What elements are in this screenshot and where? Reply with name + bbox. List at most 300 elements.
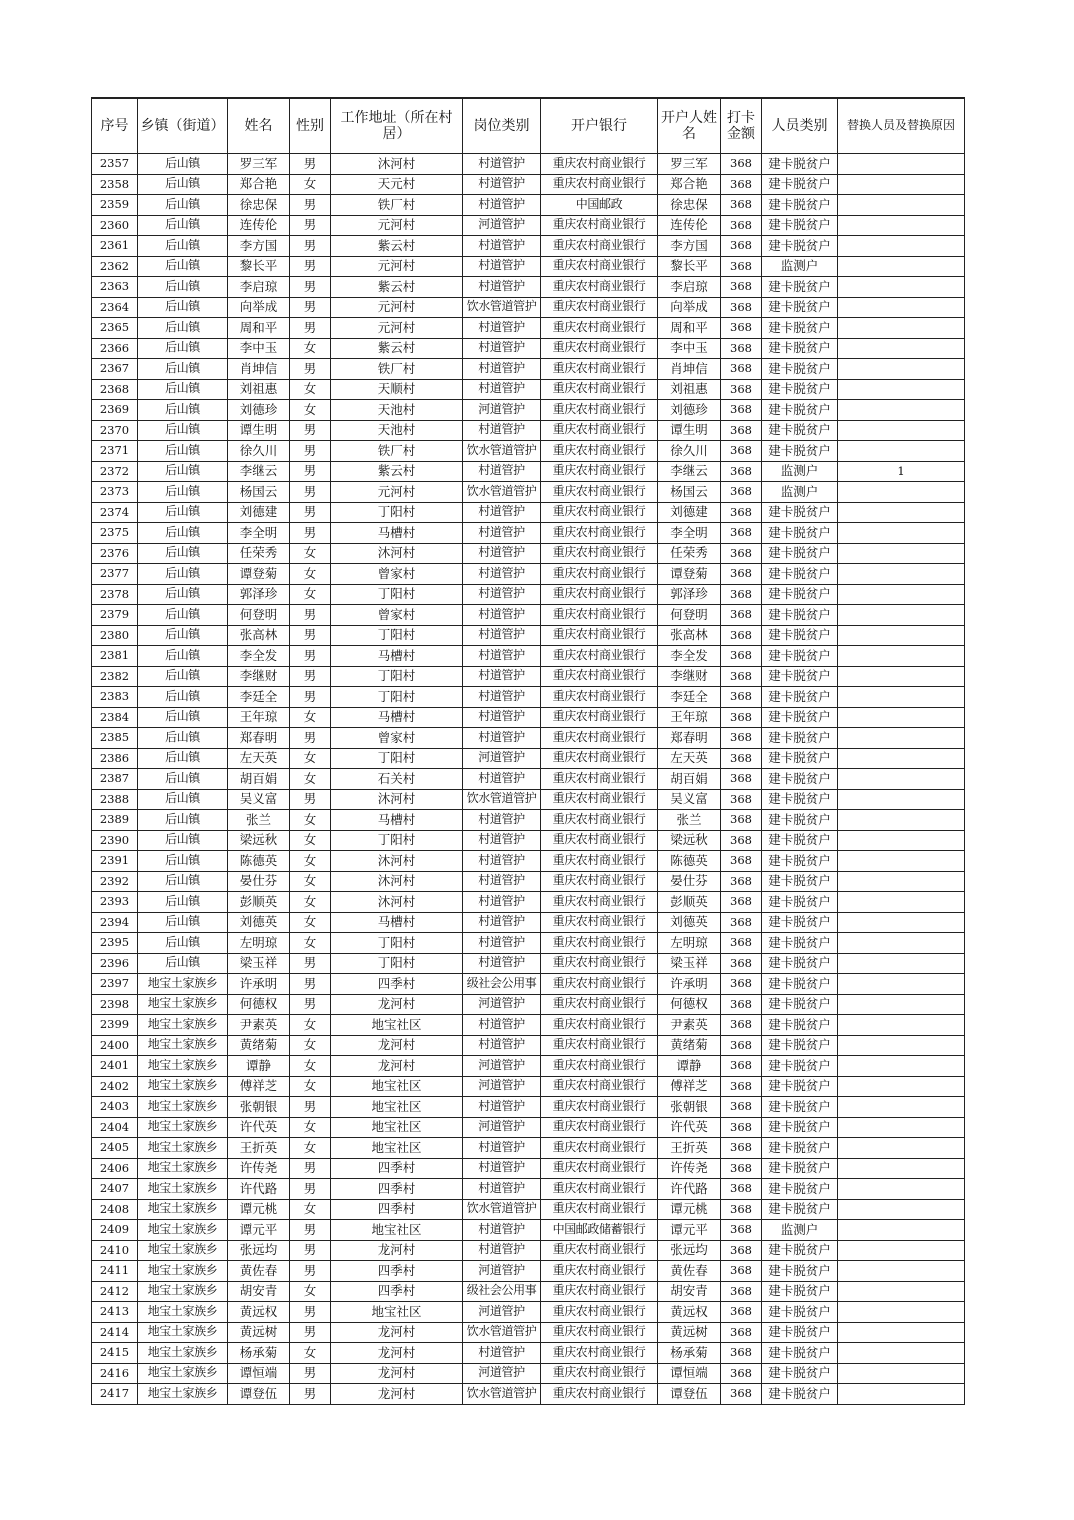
serial-cell: 2376	[92, 543, 138, 564]
amount-cell: 368	[721, 1035, 762, 1056]
holder-cell: 谭登菊	[658, 564, 721, 585]
gender-cell: 女	[290, 871, 331, 892]
bank-cell: 重庆农村商业银行	[541, 687, 658, 708]
post-cell: 饮水管道管护	[463, 482, 541, 503]
serial-cell: 2372	[92, 461, 138, 482]
bank-cell: 重庆农村商业银行	[541, 543, 658, 564]
amount-cell: 368	[721, 1363, 762, 1384]
name-cell: 左明琼	[228, 933, 290, 954]
category-cell: 建卡脱贫户	[762, 297, 838, 318]
township-cell: 后山镇	[138, 871, 228, 892]
amount-cell: 368	[721, 666, 762, 687]
address-cell: 地宝社区	[331, 1138, 463, 1159]
replacement-cell	[838, 215, 965, 236]
replacement-cell	[838, 482, 965, 503]
serial-cell: 2359	[92, 195, 138, 216]
gender-cell: 女	[290, 400, 331, 421]
post-cell: 村道管护	[463, 379, 541, 400]
serial-cell: 2410	[92, 1240, 138, 1261]
township-cell: 地宝土家族乡	[138, 1240, 228, 1261]
serial-cell: 2373	[92, 482, 138, 503]
bank-cell: 重庆农村商业银行	[541, 707, 658, 728]
township-cell: 地宝土家族乡	[138, 1035, 228, 1056]
bank-cell: 重庆农村商业银行	[541, 441, 658, 462]
table-row	[92, 1076, 965, 1097]
holder-cell: 刘德建	[658, 502, 721, 523]
name-cell: 周和平	[228, 318, 290, 339]
gender-cell: 女	[290, 1343, 331, 1364]
serial-cell: 2369	[92, 400, 138, 421]
header-cell: 乡镇（街道）	[138, 98, 228, 154]
township-cell: 后山镇	[138, 830, 228, 851]
name-cell: 王折英	[228, 1138, 290, 1159]
replacement-cell	[838, 400, 965, 421]
post-cell: 村道管护	[463, 338, 541, 359]
serial-cell: 2385	[92, 728, 138, 749]
category-cell: 建卡脱贫户	[762, 1199, 838, 1220]
township-cell: 后山镇	[138, 666, 228, 687]
replacement-cell	[838, 1138, 965, 1159]
table-row	[92, 1056, 965, 1077]
bank-cell: 重庆农村商业银行	[541, 1117, 658, 1138]
replacement-cell	[838, 543, 965, 564]
post-cell: 村道管护	[463, 810, 541, 831]
category-cell: 监测户	[762, 1220, 838, 1241]
serial-cell: 2384	[92, 707, 138, 728]
serial-cell: 2395	[92, 933, 138, 954]
address-cell: 沐河村	[331, 543, 463, 564]
holder-cell: 谭恒端	[658, 1363, 721, 1384]
amount-cell: 368	[721, 1076, 762, 1097]
serial-cell: 2397	[92, 974, 138, 995]
replacement-cell	[838, 154, 965, 175]
address-cell: 丁阳村	[331, 687, 463, 708]
address-cell: 曾家村	[331, 728, 463, 749]
holder-cell: 彭顺英	[658, 892, 721, 913]
category-cell: 建卡脱贫户	[762, 236, 838, 257]
township-cell: 地宝土家族乡	[138, 974, 228, 995]
name-cell: 许代路	[228, 1179, 290, 1200]
header-row	[92, 98, 965, 154]
category-cell: 建卡脱贫户	[762, 1076, 838, 1097]
bank-cell: 重庆农村商业银行	[541, 1322, 658, 1343]
bank-cell: 重庆农村商业银行	[541, 851, 658, 872]
post-cell: 饮水管道管护	[463, 441, 541, 462]
post-cell: 村道管护	[463, 154, 541, 175]
amount-cell: 368	[721, 236, 762, 257]
bank-cell: 重庆农村商业银行	[541, 769, 658, 790]
category-cell: 建卡脱贫户	[762, 1281, 838, 1302]
serial-cell: 2363	[92, 277, 138, 298]
township-cell: 后山镇	[138, 769, 228, 790]
header-cell: 开户银行	[541, 98, 658, 154]
header-cell: 人员类别	[762, 98, 838, 154]
replacement-cell	[838, 1097, 965, 1118]
township-cell: 后山镇	[138, 707, 228, 728]
holder-cell: 郑春明	[658, 728, 721, 749]
bank-cell: 重庆农村商业银行	[541, 359, 658, 380]
post-cell: 饮水管道管护	[463, 1199, 541, 1220]
post-cell: 村道管护	[463, 1015, 541, 1036]
township-cell: 后山镇	[138, 851, 228, 872]
address-cell: 元河村	[331, 318, 463, 339]
holder-cell: 陈德英	[658, 851, 721, 872]
serial-cell: 2398	[92, 994, 138, 1015]
category-cell: 建卡脱贫户	[762, 707, 838, 728]
amount-cell: 368	[721, 707, 762, 728]
address-cell: 四季村	[331, 1261, 463, 1282]
name-cell: 陈德英	[228, 851, 290, 872]
township-cell: 后山镇	[138, 359, 228, 380]
holder-cell: 徐忠保	[658, 195, 721, 216]
table-row	[92, 482, 965, 503]
name-cell: 谭登菊	[228, 564, 290, 585]
township-cell: 地宝土家族乡	[138, 1138, 228, 1159]
amount-cell: 368	[721, 625, 762, 646]
amount-cell: 368	[721, 1281, 762, 1302]
bank-cell: 中国邮政	[541, 195, 658, 216]
bank-cell: 重庆农村商业银行	[541, 154, 658, 175]
township-cell: 后山镇	[138, 154, 228, 175]
gender-cell: 女	[290, 830, 331, 851]
gender-cell: 男	[290, 215, 331, 236]
replacement-cell	[838, 564, 965, 585]
replacement-cell	[838, 523, 965, 544]
amount-cell: 368	[721, 1199, 762, 1220]
category-cell: 建卡脱贫户	[762, 994, 838, 1015]
serial-cell: 2381	[92, 646, 138, 667]
gender-cell: 女	[290, 1117, 331, 1138]
amount-cell: 368	[721, 1220, 762, 1241]
header-cell: 性别	[290, 98, 331, 154]
gender-cell: 男	[290, 1322, 331, 1343]
replacement-cell	[838, 420, 965, 441]
address-cell: 四季村	[331, 1158, 463, 1179]
name-cell: 许传尧	[228, 1158, 290, 1179]
header-cell: 打卡金额	[721, 98, 762, 154]
amount-cell: 368	[721, 1138, 762, 1159]
post-cell: 村道管护	[463, 933, 541, 954]
table-row	[92, 523, 965, 544]
name-cell: 张高林	[228, 625, 290, 646]
post-cell: 村道管护	[463, 728, 541, 749]
serial-cell: 2390	[92, 830, 138, 851]
gender-cell: 女	[290, 769, 331, 790]
replacement-cell	[838, 1322, 965, 1343]
amount-cell: 368	[721, 523, 762, 544]
amount-cell: 368	[721, 400, 762, 421]
table-row	[92, 789, 965, 810]
category-cell: 建卡脱贫户	[762, 974, 838, 995]
bank-cell: 重庆农村商业银行	[541, 605, 658, 626]
bank-cell: 重庆农村商业银行	[541, 1281, 658, 1302]
table-row	[92, 379, 965, 400]
holder-cell: 李廷全	[658, 687, 721, 708]
header-cell: 序号	[92, 98, 138, 154]
table-body	[92, 154, 965, 1405]
holder-cell: 杨承菊	[658, 1343, 721, 1364]
bank-cell: 重庆农村商业银行	[541, 994, 658, 1015]
gender-cell: 女	[290, 748, 331, 769]
post-cell: 村道管护	[463, 871, 541, 892]
post-cell: 村道管护	[463, 892, 541, 913]
gender-cell: 男	[290, 359, 331, 380]
replacement-cell	[838, 707, 965, 728]
holder-cell: 李方国	[658, 236, 721, 257]
category-cell: 监测户	[762, 256, 838, 277]
address-cell: 龙河村	[331, 1384, 463, 1405]
bank-cell: 重庆农村商业银行	[541, 1035, 658, 1056]
category-cell: 建卡脱贫户	[762, 195, 838, 216]
table-row	[92, 236, 965, 257]
gender-cell: 女	[290, 810, 331, 831]
gender-cell: 男	[290, 1220, 331, 1241]
serial-cell: 2396	[92, 953, 138, 974]
address-cell: 元河村	[331, 256, 463, 277]
post-cell: 河道管护	[463, 400, 541, 421]
holder-cell: 谭登伍	[658, 1384, 721, 1405]
serial-cell: 2365	[92, 318, 138, 339]
name-cell: 何登明	[228, 605, 290, 626]
post-cell: 村道管护	[463, 195, 541, 216]
amount-cell: 368	[721, 871, 762, 892]
replacement-cell	[838, 1035, 965, 1056]
address-cell: 紫云村	[331, 461, 463, 482]
category-cell: 建卡脱贫户	[762, 338, 838, 359]
township-cell: 地宝土家族乡	[138, 1076, 228, 1097]
amount-cell: 368	[721, 687, 762, 708]
holder-cell: 傅祥芝	[658, 1076, 721, 1097]
category-cell: 建卡脱贫户	[762, 892, 838, 913]
address-cell: 丁阳村	[331, 625, 463, 646]
township-cell: 后山镇	[138, 625, 228, 646]
township-cell: 后山镇	[138, 523, 228, 544]
name-cell: 谭登伍	[228, 1384, 290, 1405]
replacement-cell	[838, 1343, 965, 1364]
name-cell: 李方国	[228, 236, 290, 257]
serial-cell: 2409	[92, 1220, 138, 1241]
name-cell: 连传伦	[228, 215, 290, 236]
township-cell: 后山镇	[138, 318, 228, 339]
township-cell: 后山镇	[138, 338, 228, 359]
serial-cell: 2378	[92, 584, 138, 605]
replacement-cell	[838, 1199, 965, 1220]
township-cell: 地宝土家族乡	[138, 1097, 228, 1118]
table-row	[92, 584, 965, 605]
bank-cell: 重庆农村商业银行	[541, 297, 658, 318]
replacement-cell	[838, 666, 965, 687]
category-cell: 监测户	[762, 482, 838, 503]
holder-cell: 罗三军	[658, 154, 721, 175]
address-cell: 石关村	[331, 769, 463, 790]
table-row	[92, 1035, 965, 1056]
gender-cell: 男	[290, 523, 331, 544]
address-cell: 元河村	[331, 482, 463, 503]
table-row	[92, 666, 965, 687]
replacement-cell	[838, 195, 965, 216]
serial-cell: 2405	[92, 1138, 138, 1159]
serial-cell: 2375	[92, 523, 138, 544]
serial-cell: 2393	[92, 892, 138, 913]
category-cell: 建卡脱贫户	[762, 1384, 838, 1405]
gender-cell: 女	[290, 1056, 331, 1077]
replacement-cell	[838, 728, 965, 749]
table-row	[92, 994, 965, 1015]
bank-cell: 重庆农村商业银行	[541, 974, 658, 995]
header-cell: 开户人姓名	[658, 98, 721, 154]
post-cell: 村道管护	[463, 1343, 541, 1364]
address-cell: 丁阳村	[331, 748, 463, 769]
gender-cell: 男	[290, 1179, 331, 1200]
table-row	[92, 912, 965, 933]
gender-cell: 男	[290, 605, 331, 626]
holder-cell: 张朝银	[658, 1097, 721, 1118]
bank-cell: 重庆农村商业银行	[541, 1261, 658, 1282]
holder-cell: 许承明	[658, 974, 721, 995]
replacement-cell	[838, 953, 965, 974]
table-row	[92, 1343, 965, 1364]
bank-cell: 重庆农村商业银行	[541, 1056, 658, 1077]
name-cell: 李全发	[228, 646, 290, 667]
amount-cell: 368	[721, 1117, 762, 1138]
bank-cell: 重庆农村商业银行	[541, 215, 658, 236]
gender-cell: 男	[290, 482, 331, 503]
category-cell: 建卡脱贫户	[762, 1056, 838, 1077]
holder-cell: 李中玉	[658, 338, 721, 359]
name-cell: 胡百娟	[228, 769, 290, 790]
table-row	[92, 277, 965, 298]
header-cell: 工作地址（所在村居）	[331, 98, 463, 154]
replacement-cell	[838, 277, 965, 298]
bank-cell: 重庆农村商业银行	[541, 1199, 658, 1220]
name-cell: 许承明	[228, 974, 290, 995]
holder-cell: 黄远树	[658, 1322, 721, 1343]
bank-cell: 重庆农村商业银行	[541, 1015, 658, 1036]
amount-cell: 368	[721, 1097, 762, 1118]
address-cell: 地宝社区	[331, 1015, 463, 1036]
serial-cell: 2411	[92, 1261, 138, 1282]
post-cell: 河道管护	[463, 1076, 541, 1097]
name-cell: 刘德建	[228, 502, 290, 523]
table-row	[92, 810, 965, 831]
address-cell: 龙河村	[331, 1322, 463, 1343]
table-row	[92, 687, 965, 708]
address-cell: 四季村	[331, 1179, 463, 1200]
township-cell: 后山镇	[138, 195, 228, 216]
amount-cell: 368	[721, 215, 762, 236]
name-cell: 任荣秀	[228, 543, 290, 564]
serial-cell: 2399	[92, 1015, 138, 1036]
amount-cell: 368	[721, 1179, 762, 1200]
amount-cell: 368	[721, 584, 762, 605]
name-cell: 黎长平	[228, 256, 290, 277]
amount-cell: 368	[721, 953, 762, 974]
table-row	[92, 461, 965, 482]
serial-cell: 2406	[92, 1158, 138, 1179]
township-cell: 地宝土家族乡	[138, 1056, 228, 1077]
replacement-cell	[838, 236, 965, 257]
post-cell: 河道管护	[463, 1261, 541, 1282]
bank-cell: 重庆农村商业银行	[541, 892, 658, 913]
gender-cell: 男	[290, 441, 331, 462]
address-cell: 沐河村	[331, 871, 463, 892]
holder-cell: 李继云	[658, 461, 721, 482]
township-cell: 后山镇	[138, 564, 228, 585]
township-cell: 地宝土家族乡	[138, 1343, 228, 1364]
address-cell: 龙河村	[331, 1343, 463, 1364]
gender-cell: 男	[290, 646, 331, 667]
category-cell: 建卡脱贫户	[762, 379, 838, 400]
bank-cell: 重庆农村商业银行	[541, 256, 658, 277]
table-row	[92, 830, 965, 851]
gender-cell: 男	[290, 297, 331, 318]
post-cell: 村道管护	[463, 502, 541, 523]
post-cell: 村道管护	[463, 830, 541, 851]
amount-cell: 368	[721, 461, 762, 482]
serial-cell: 2417	[92, 1384, 138, 1405]
post-cell: 村道管护	[463, 359, 541, 380]
header-cell: 姓名	[228, 98, 290, 154]
table-row	[92, 1199, 965, 1220]
name-cell: 张朝银	[228, 1097, 290, 1118]
table-row	[92, 441, 965, 462]
post-cell: 级社会公用事	[463, 1281, 541, 1302]
holder-cell: 连传伦	[658, 215, 721, 236]
township-cell: 后山镇	[138, 236, 228, 257]
bank-cell: 重庆农村商业银行	[541, 830, 658, 851]
name-cell: 刘德英	[228, 912, 290, 933]
replacement-cell	[838, 338, 965, 359]
serial-cell: 2382	[92, 666, 138, 687]
replacement-cell	[838, 502, 965, 523]
table-row	[92, 400, 965, 421]
gender-cell: 女	[290, 933, 331, 954]
holder-cell: 向举成	[658, 297, 721, 318]
holder-cell: 黄佐春	[658, 1261, 721, 1282]
bank-cell: 重庆农村商业银行	[541, 318, 658, 339]
address-cell: 龙河村	[331, 1035, 463, 1056]
post-cell: 村道管护	[463, 420, 541, 441]
category-cell: 建卡脱贫户	[762, 605, 838, 626]
bank-cell: 重庆农村商业银行	[541, 1076, 658, 1097]
township-cell: 后山镇	[138, 215, 228, 236]
table-row	[92, 318, 965, 339]
serial-cell: 2383	[92, 687, 138, 708]
post-cell: 村道管护	[463, 625, 541, 646]
holder-cell: 王折英	[658, 1138, 721, 1159]
replacement-cell: 1	[838, 461, 965, 482]
amount-cell: 368	[721, 810, 762, 831]
holder-cell: 许代英	[658, 1117, 721, 1138]
serial-cell: 2362	[92, 256, 138, 277]
post-cell: 村道管护	[463, 953, 541, 974]
replacement-cell	[838, 441, 965, 462]
table-row	[92, 625, 965, 646]
township-cell: 后山镇	[138, 892, 228, 913]
post-cell: 村道管护	[463, 584, 541, 605]
gender-cell: 女	[290, 1138, 331, 1159]
name-cell: 向举成	[228, 297, 290, 318]
gender-cell: 男	[290, 236, 331, 257]
category-cell: 建卡脱贫户	[762, 1035, 838, 1056]
township-cell: 后山镇	[138, 584, 228, 605]
name-cell: 郑春明	[228, 728, 290, 749]
township-cell: 地宝土家族乡	[138, 1117, 228, 1138]
name-cell: 李启琼	[228, 277, 290, 298]
post-cell: 村道管护	[463, 256, 541, 277]
bank-cell: 重庆农村商业银行	[541, 1302, 658, 1323]
serial-cell: 2400	[92, 1035, 138, 1056]
